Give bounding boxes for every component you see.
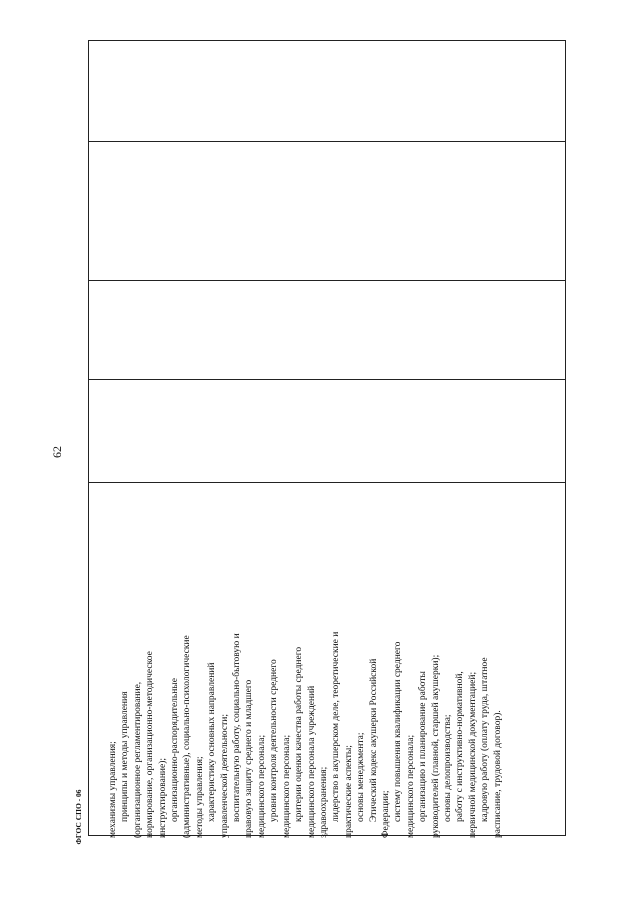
cell-text-line: нормирование, организационно-методическое	[145, 651, 156, 838]
cell-text-line: основы делопроизводства;	[442, 714, 453, 822]
cell-text-line: руководителей (главной, старшей акушерки);	[430, 654, 441, 838]
cell-text-line: воспитательную работу, социально-бытовую и	[232, 633, 243, 822]
cell-text-line: инструктирование);	[157, 757, 168, 838]
page-number: 62	[50, 446, 64, 458]
cell-text-line: медицинского персонала;	[256, 734, 267, 838]
cell-text-line: управленческой деятельности;	[219, 713, 230, 838]
cell-text-line: кадровую работу (оплату труда, штатное	[480, 657, 491, 822]
cell-text-line: (административные), социально-психологические	[182, 635, 193, 838]
cell-text-line: лидерство в акушерском деле, теоретические и	[331, 631, 342, 822]
cell-text-line: правовую защиту среднего и младшего	[244, 679, 255, 838]
cell-text-line: работу с инструктивно-нормативной,	[455, 671, 466, 822]
cell-text-line: методы управления;	[194, 756, 205, 838]
table-column-divider	[89, 141, 565, 142]
cell-text-line: Федерации;	[380, 790, 391, 838]
cell-text-line: основы менеджмента;	[356, 732, 367, 822]
footer-code: ФГОС СПО - 06	[74, 789, 83, 845]
table-cell	[107, 481, 577, 838]
cell-text-line: уровни контроля деятельности среднего	[269, 659, 280, 822]
cell-text	[107, 488, 577, 838]
cell-text-line: практические аспекты;	[343, 745, 354, 838]
cell-text-line: здравоохранения;	[318, 766, 329, 838]
cell-text-line: медицинского персонала учреждений	[306, 685, 317, 838]
table-column-divider	[89, 280, 565, 281]
cell-text-line: Этический кодекс акушерки Российской	[368, 658, 379, 822]
cell-text-line: (организационное регламентирование,	[132, 681, 143, 838]
cell-text-line: первичной медицинской документацией;	[467, 671, 478, 838]
cell-text-line: механизмы управления;	[108, 741, 118, 838]
cell-text-line: организационно-распорядительные	[170, 678, 181, 822]
cell-text-line: критерии оценки качества работы среднего	[294, 646, 305, 822]
cell-text-line: характеристику основных направлений	[207, 662, 218, 822]
table-column-divider	[89, 379, 565, 380]
cell-text-line: организацию и планирование работы	[418, 671, 429, 822]
cell-text-line: медицинского персонала;	[281, 734, 292, 838]
cell-text-line: медицинского персонала;	[405, 734, 416, 838]
cell-text-line: систему повышения квалификации среднего	[393, 641, 404, 822]
cell-text-line: расписание, трудовой договор).	[492, 710, 503, 838]
cell-text-line: принципы и методы управления	[120, 691, 131, 822]
